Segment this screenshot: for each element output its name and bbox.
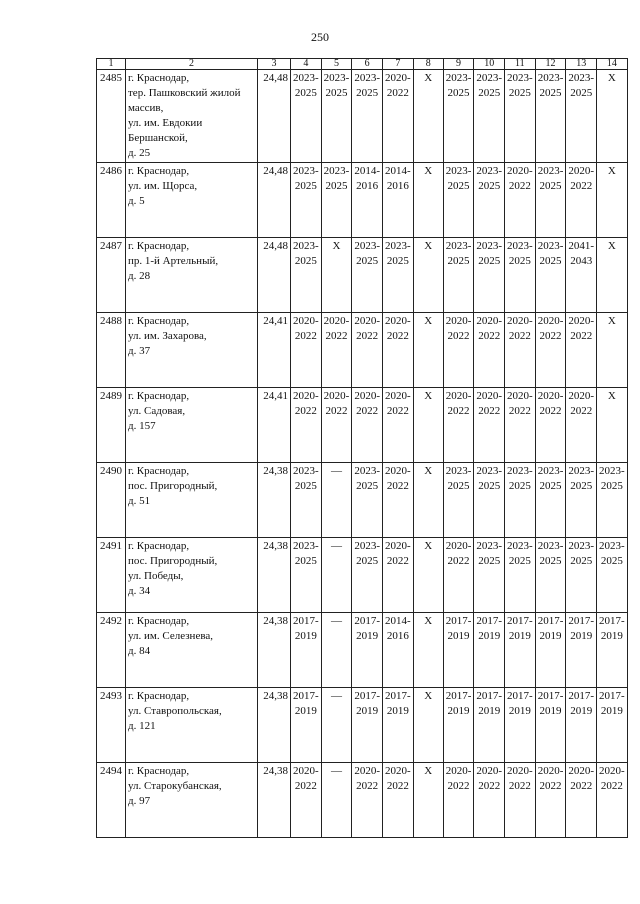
value-cell: 2020- 2022: [505, 763, 536, 838]
value-cell: Х: [413, 313, 443, 388]
value-cell: 2020- 2022: [443, 388, 474, 463]
column-header: 4: [291, 59, 322, 70]
value-cell: Х: [413, 613, 443, 688]
area-cell: 24,38: [258, 688, 291, 763]
value-cell: 2023- 2025: [383, 238, 414, 313]
value-cell: 2014- 2016: [352, 163, 383, 238]
value-cell: Х: [413, 70, 443, 163]
value-cell: 2023- 2025: [505, 538, 536, 613]
value-cell: 2020- 2022: [352, 313, 383, 388]
value-cell: 2017- 2019: [597, 688, 628, 763]
value-cell: 2017- 2019: [535, 688, 566, 763]
value-cell: 2020- 2022: [291, 388, 322, 463]
value-cell: 2023- 2025: [566, 463, 597, 538]
value-cell: 2020- 2022: [383, 763, 414, 838]
address-cell: г. Краснодар, ул. Старокубанская, д. 97: [126, 763, 258, 838]
value-cell: 2041- 2043: [566, 238, 597, 313]
value-cell: 2020- 2022: [352, 388, 383, 463]
value-cell: 2020- 2022: [566, 163, 597, 238]
value-cell: 2023- 2025: [505, 70, 536, 163]
column-header: 12: [535, 59, 566, 70]
address-cell: г. Краснодар, пос. Пригородный, ул. Победы, д. 34: [126, 538, 258, 613]
value-cell: Х: [413, 538, 443, 613]
value-cell: 2023- 2025: [321, 70, 352, 163]
value-cell: 2017- 2019: [352, 688, 383, 763]
value-cell: 2017- 2019: [566, 688, 597, 763]
value-cell: 2017- 2019: [535, 613, 566, 688]
value-cell: 2023- 2025: [474, 70, 505, 163]
value-cell: Х: [597, 313, 628, 388]
value-cell: 2020- 2022: [535, 388, 566, 463]
value-cell: 2023- 2025: [352, 538, 383, 613]
table-row: [97, 388, 628, 463]
value-cell: 2023- 2025: [474, 163, 505, 238]
value-cell: 2023- 2025: [291, 463, 322, 538]
address-cell: г. Краснодар, ул. им. Щорса, д. 5: [126, 163, 258, 238]
row-number: 2485: [97, 70, 126, 163]
value-cell: 2023- 2025: [474, 463, 505, 538]
value-cell: 2023- 2025: [535, 538, 566, 613]
value-cell: 2023- 2025: [291, 538, 322, 613]
value-cell: Х: [597, 238, 628, 313]
table-row: [97, 238, 628, 313]
value-cell: 2017- 2019: [597, 613, 628, 688]
value-cell: 2020- 2022: [352, 763, 383, 838]
row-number: 2488: [97, 313, 126, 388]
row-number: 2492: [97, 613, 126, 688]
value-cell: 2020- 2022: [443, 313, 474, 388]
value-cell: 2017- 2019: [383, 688, 414, 763]
value-cell: 2023- 2025: [291, 70, 322, 163]
column-header: 7: [383, 59, 414, 70]
value-cell: 2023- 2025: [352, 70, 383, 163]
area-cell: 24,38: [258, 463, 291, 538]
table-row: [97, 613, 628, 688]
table-row: [97, 313, 628, 388]
area-cell: 24,38: [258, 763, 291, 838]
area-cell: 24,41: [258, 313, 291, 388]
area-cell: 24,48: [258, 238, 291, 313]
area-cell: 24,38: [258, 538, 291, 613]
value-cell: Х: [413, 238, 443, 313]
value-cell: Х: [597, 70, 628, 163]
value-cell: 2023- 2025: [443, 70, 474, 163]
table-row: [97, 538, 628, 613]
column-header: 11: [505, 59, 536, 70]
value-cell: 2017- 2019: [291, 613, 322, 688]
value-cell: —: [321, 463, 352, 538]
column-header: 10: [474, 59, 505, 70]
value-cell: 2020- 2022: [505, 163, 536, 238]
value-cell: 2017- 2019: [474, 613, 505, 688]
value-cell: 2023- 2025: [321, 163, 352, 238]
value-cell: 2020- 2022: [566, 313, 597, 388]
value-cell: 2020- 2022: [383, 388, 414, 463]
value-cell: 2023- 2025: [474, 538, 505, 613]
value-cell: Х: [413, 388, 443, 463]
value-cell: 2020- 2022: [566, 763, 597, 838]
value-cell: Х: [413, 688, 443, 763]
address-cell: г. Краснодар, ул. им. Селезнева, д. 84: [126, 613, 258, 688]
value-cell: 2020- 2022: [474, 388, 505, 463]
value-cell: 2023- 2025: [535, 70, 566, 163]
value-cell: 2023- 2025: [505, 238, 536, 313]
value-cell: 2017- 2019: [352, 613, 383, 688]
value-cell: —: [321, 613, 352, 688]
value-cell: 2023- 2025: [597, 538, 628, 613]
value-cell: 2023- 2025: [535, 238, 566, 313]
column-header: 1: [97, 59, 126, 70]
column-header: 13: [566, 59, 597, 70]
value-cell: 2023- 2025: [352, 463, 383, 538]
value-cell: 2014- 2016: [383, 163, 414, 238]
value-cell: 2020- 2022: [443, 763, 474, 838]
column-header: 14: [597, 59, 628, 70]
column-header: 9: [443, 59, 474, 70]
table-body: [97, 59, 628, 838]
area-cell: 24,48: [258, 70, 291, 163]
value-cell: 2020- 2022: [383, 70, 414, 163]
table-row: [97, 463, 628, 538]
value-cell: 2023- 2025: [535, 163, 566, 238]
value-cell: 2023- 2025: [291, 163, 322, 238]
address-cell: г. Краснодар, ул. им. Захарова, д. 37: [126, 313, 258, 388]
column-header: 2: [126, 59, 258, 70]
value-cell: 2020- 2022: [505, 313, 536, 388]
row-number: 2494: [97, 763, 126, 838]
table-row: [97, 688, 628, 763]
row-number: 2493: [97, 688, 126, 763]
value-cell: 2017- 2019: [291, 688, 322, 763]
value-cell: 2017- 2019: [505, 613, 536, 688]
value-cell: Х: [413, 163, 443, 238]
address-cell: г. Краснодар, пр. 1-й Артельный, д. 28: [126, 238, 258, 313]
value-cell: 2017- 2019: [443, 613, 474, 688]
area-cell: 24,41: [258, 388, 291, 463]
column-header: 3: [258, 59, 291, 70]
value-cell: 2020- 2022: [443, 538, 474, 613]
address-cell: г. Краснодар, тер. Пашковский жилой массив, ул. им. Евдокии Бершанской, д. 25: [126, 70, 258, 163]
value-cell: 2020- 2022: [474, 313, 505, 388]
row-number: 2489: [97, 388, 126, 463]
value-cell: 2023- 2025: [474, 238, 505, 313]
value-cell: 2020- 2022: [505, 388, 536, 463]
value-cell: 2017- 2019: [474, 688, 505, 763]
value-cell: 2023- 2025: [566, 538, 597, 613]
value-cell: 2017- 2019: [566, 613, 597, 688]
value-cell: 2014- 2016: [383, 613, 414, 688]
value-cell: 2020- 2022: [535, 763, 566, 838]
value-cell: 2020- 2022: [321, 313, 352, 388]
area-cell: 24,38: [258, 613, 291, 688]
table-row: [97, 163, 628, 238]
value-cell: 2023- 2025: [443, 463, 474, 538]
value-cell: —: [321, 688, 352, 763]
value-cell: —: [321, 538, 352, 613]
value-cell: 2023- 2025: [352, 238, 383, 313]
address-cell: г. Краснодар, пос. Пригородный, д. 51: [126, 463, 258, 538]
value-cell: 2020- 2022: [597, 763, 628, 838]
column-header: 5: [321, 59, 352, 70]
page-number: 250: [311, 30, 329, 44]
value-cell: 2020- 2022: [383, 313, 414, 388]
value-cell: Х: [597, 388, 628, 463]
area-cell: 24,48: [258, 163, 291, 238]
value-cell: 2020- 2022: [566, 388, 597, 463]
address-cell: г. Краснодар, ул. Садовая, д. 157: [126, 388, 258, 463]
header-row: [97, 59, 628, 70]
column-header: 8: [413, 59, 443, 70]
value-cell: 2023- 2025: [443, 238, 474, 313]
address-cell: г. Краснодар, ул. Ставропольская, д. 121: [126, 688, 258, 763]
column-header: 6: [352, 59, 383, 70]
value-cell: 2017- 2019: [505, 688, 536, 763]
value-cell: 2017- 2019: [443, 688, 474, 763]
value-cell: 2023- 2025: [505, 463, 536, 538]
value-cell: 2023- 2025: [597, 463, 628, 538]
row-number: 2486: [97, 163, 126, 238]
value-cell: 2023- 2025: [566, 70, 597, 163]
value-cell: 2020- 2022: [383, 538, 414, 613]
value-cell: 2020- 2022: [321, 388, 352, 463]
value-cell: 2023- 2025: [535, 463, 566, 538]
housing-table: [96, 58, 628, 838]
value-cell: 2023- 2025: [291, 238, 322, 313]
value-cell: Х: [413, 463, 443, 538]
value-cell: 2020- 2022: [291, 763, 322, 838]
value-cell: —: [321, 763, 352, 838]
value-cell: Х: [321, 238, 352, 313]
row-number: 2487: [97, 238, 126, 313]
row-number: 2491: [97, 538, 126, 613]
value-cell: 2020- 2022: [383, 463, 414, 538]
table-row: [97, 70, 628, 163]
value-cell: 2020- 2022: [535, 313, 566, 388]
value-cell: 2023- 2025: [443, 163, 474, 238]
row-number: 2490: [97, 463, 126, 538]
value-cell: Х: [597, 163, 628, 238]
value-cell: Х: [413, 763, 443, 838]
value-cell: 2020- 2022: [291, 313, 322, 388]
table-row: [97, 763, 628, 838]
value-cell: 2020- 2022: [474, 763, 505, 838]
